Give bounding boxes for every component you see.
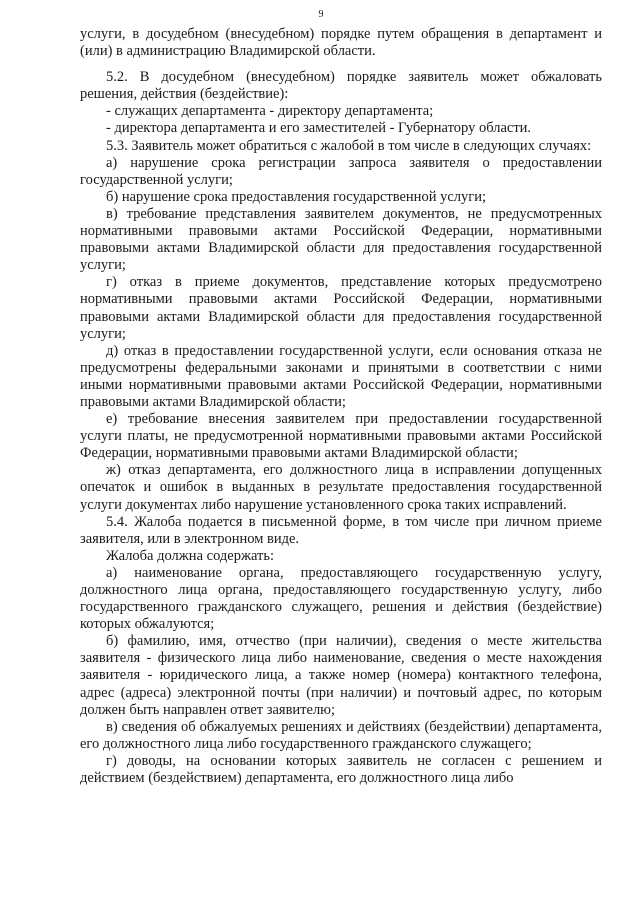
paragraph-5-4: 5.4. Жалоба подается в письменной форме, в том числе при личном приеме заявителя, или в электронном виде.: [80, 513, 602, 547]
paragraph-contents-g: г) доводы, на основании которых заявитель не согласен с решением и действием (бездействием) департамента, его должностного лица либо: [80, 752, 602, 787]
paragraph-continuation: услуги, в досудебном (внесудебном) порядке путем обращения в департамент и (или) в администрацию Владимирской области.: [80, 26, 602, 60]
paragraph-5-3-d: д) отказ в предоставлении государственной услуги, если основания отказа не предусмотрены федеральными законами и принятыми в соответствии с ними иными нормативными правовыми актами Российской Федерации, нормативными правовыми актами Владимирской области;: [80, 342, 602, 410]
paragraph-contents-v: в) сведения об обжалуемых решениях и действиях (бездействии) департамента, его должностного лица либо государственного гражданского служащего;: [80, 718, 602, 752]
paragraph-5-2: 5.2. В досудебном (внесудебном) порядке заявитель может обжаловать решения, действия (бездействие):: [80, 69, 602, 103]
paragraph-5-3-zh: ж) отказ департамента, его должностного лица в исправлении допущенных опечаток и ошибок в выданных в результате предоставления государственной услуги документах либо нарушение установленного срока таких исправлений.: [80, 462, 602, 513]
paragraph-5-3-g: г) отказ в приеме документов, представление которых предусмотрено нормативными правовыми актами Российской Федерации, нормативными правовыми актами Владимирской области для предоставления государственной услуги;: [80, 274, 602, 342]
paragraph-5-3: 5.3. Заявитель может обратиться с жалобой в том числе в следующих случаях:: [106, 137, 592, 154]
paragraph-5-2-item-2: - директора департамента и его заместителей - Губернатору области.: [106, 120, 532, 137]
paragraph-5-3-v: в) требование представления заявителем документов, не предусмотренных нормативными правовыми актами Российской Федерации, нормативными правовыми актами Владимирской области для предоставления государственной услуги;: [80, 205, 602, 274]
paragraph-contents-a: а) наименование органа, предоставляющего государственную услугу, должностного лица органа, предоставляющего государственную услугу, либо государственного гражданского служащего, решения и действия (бездействие) которых обжалуются;: [80, 564, 602, 633]
paragraph-complaint-contents: Жалоба должна содержать:: [106, 547, 275, 564]
paragraph-contents-b: б) фамилию, имя, отчество (при наличии), сведения о месте жительства заявителя - физического лица либо наименование, сведения о месте нахождения заявителя - юридического лица, а также номер (номера) контактного телефона, адрес (адреса) электронной почты (при наличии) и почтовый адрес, по которым должен быть направлен ответ заявителю;: [80, 633, 602, 718]
paragraph-5-3-a: а) нарушение срока регистрации запроса заявителя о предоставлении государственной услуги;: [80, 154, 602, 188]
paragraph-5-3-e: е) требование внесения заявителем при предоставлении государственной услуги платы, не предусмотренной нормативными правовыми актами Российской Федерации, нормативными правовыми актами Владимирской области;: [80, 411, 602, 462]
paragraph-5-3-b: б) нарушение срока предоставления государственной услуги;: [106, 188, 486, 205]
page-number: 9: [318, 9, 324, 20]
paragraph-5-2-item-1: - служащих департамента - директору департамента;: [106, 103, 434, 120]
